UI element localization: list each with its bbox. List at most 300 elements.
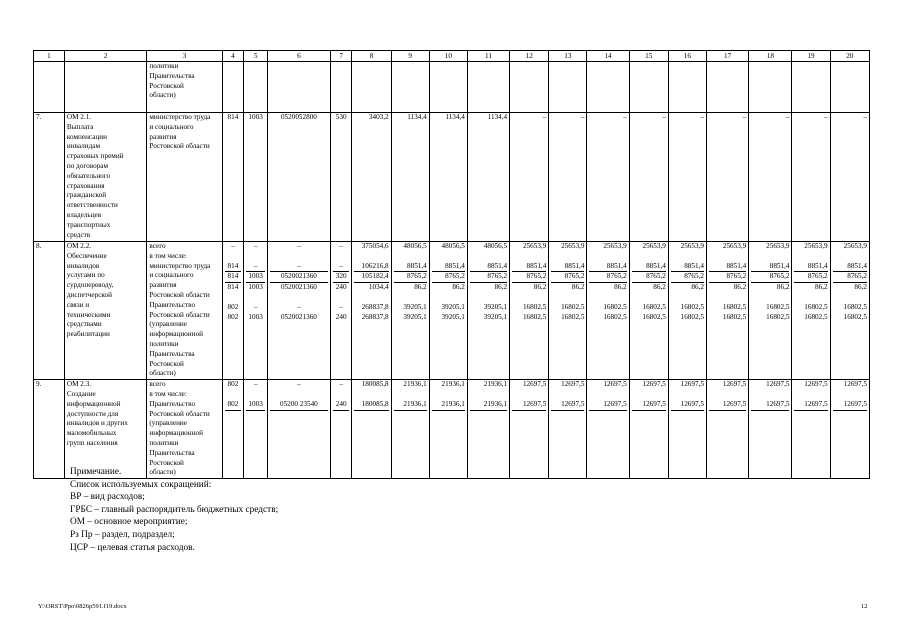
amount-value: 8851,4 — [394, 262, 427, 273]
amount-cell — [352, 380, 391, 479]
executor-line: и социального — [149, 122, 194, 131]
amount-value — [432, 252, 465, 262]
amount-value: 25653,9 — [804, 242, 828, 250]
amount-value: 25653,9 — [522, 242, 547, 250]
executor-line: Ростовской области — [149, 409, 210, 418]
amount-value — [394, 390, 427, 400]
amount-value: 25653,9 — [561, 242, 585, 250]
amount-value: 8765,2 — [470, 272, 507, 283]
column-number: 6 — [267, 51, 330, 62]
measure-name-line: доступности для — [66, 409, 119, 418]
amount-value: 21936,1 — [483, 380, 508, 389]
amount-cell — [629, 113, 668, 242]
notes-block — [70, 466, 278, 554]
amount-value: 25653,9 — [766, 242, 790, 250]
amount-value: – — [742, 113, 747, 121]
vr-value: 240 — [335, 283, 347, 292]
column-number: 1 — [34, 51, 65, 62]
amount-value: 86,2 — [815, 283, 828, 292]
amount-cell — [467, 380, 509, 479]
amount-cell — [510, 113, 549, 242]
measure-name-line: инвалидов — [66, 261, 100, 270]
column-number: 18 — [749, 51, 792, 62]
budget-table — [33, 50, 870, 479]
amount-value: 86,2 — [653, 283, 666, 292]
amount-value — [432, 390, 465, 400]
executor-line: министерство труда — [149, 113, 211, 121]
executor-line: политики — [149, 339, 179, 348]
amount-value: 8765,2 — [394, 272, 427, 283]
amount-value: 21936,1 — [403, 380, 427, 389]
grbs-value: 802 — [227, 302, 239, 311]
amount-value: 16802,5 — [522, 302, 547, 311]
amount-cell — [792, 242, 830, 380]
measure-name-line: средствами — [66, 320, 102, 329]
executor-line: Правительство — [149, 399, 196, 408]
amount-value: 16802,5 — [603, 312, 627, 321]
amount-value: 86,2 — [452, 283, 465, 292]
measure-name-line: транспортных — [66, 220, 111, 229]
amount-value — [632, 390, 666, 400]
amount-value: – — [863, 113, 867, 121]
grbs-value: 802 — [227, 380, 239, 389]
column-number: 7 — [330, 51, 352, 62]
amount-value: 86,2 — [854, 283, 867, 292]
column-number: 17 — [706, 51, 748, 62]
amount-value: 21936,1 — [394, 400, 427, 411]
measure-name-line: инвалидов и других — [66, 419, 128, 428]
measure-name-line: Выплата — [66, 122, 94, 131]
amount-value: 16802,5 — [766, 302, 790, 311]
table-row — [34, 242, 870, 380]
amount-value: 21936,1 — [432, 400, 465, 411]
amount-value — [833, 293, 867, 303]
amount-value: 8765,2 — [671, 272, 704, 283]
csr-value: 0520021360 — [270, 272, 328, 283]
row-number: 8. — [36, 242, 42, 250]
csr-cell — [267, 113, 330, 242]
amount-value — [671, 390, 704, 400]
amount-cell — [429, 380, 467, 479]
vr-value: – — [339, 302, 343, 311]
amount-value: 16802,5 — [561, 312, 585, 321]
amount-value: 12697,5 — [751, 400, 789, 411]
amount-value — [709, 293, 746, 303]
amount-value — [671, 293, 704, 303]
amount-value: 12697,5 — [680, 380, 704, 389]
amount-value: 12697,5 — [794, 400, 827, 411]
abbreviations-heading: Список используемых сокращений: — [70, 479, 212, 490]
amount-value: 12697,5 — [804, 380, 828, 389]
grbs-value: 814 — [225, 262, 242, 273]
amount-cell — [429, 242, 467, 380]
amount-value — [794, 252, 827, 262]
footer-file-path: Y:\ORST\Ppo\0826p591.f19.docx — [38, 603, 127, 610]
csr-cell — [267, 380, 330, 479]
rzpr-value — [246, 293, 265, 303]
amount-value: 48056,5 — [403, 242, 427, 250]
amount-value: 1034,4 — [368, 283, 389, 292]
amount-value: 16802,5 — [843, 312, 867, 321]
amount-value — [709, 252, 746, 262]
column-number: 4 — [222, 51, 244, 62]
grbs-value — [225, 252, 242, 262]
amount-value: 16802,5 — [603, 302, 627, 311]
amount-value: 39205,1 — [483, 302, 508, 311]
amount-value: 86,2 — [494, 283, 508, 292]
amount-value — [512, 252, 546, 262]
executor-line: области) — [149, 91, 176, 100]
amount-value: 12697,5 — [671, 400, 704, 411]
amount-value — [551, 293, 584, 303]
executor-line: Правительства — [149, 71, 195, 80]
amount-cell — [587, 113, 629, 242]
executor-line: информационной — [149, 429, 203, 438]
executor-cell — [147, 380, 222, 479]
amount-value — [551, 252, 584, 262]
amount-value — [589, 252, 626, 262]
column-number: 3 — [147, 51, 222, 62]
amount-value: 16802,5 — [722, 302, 747, 311]
grbs-cell — [222, 380, 244, 479]
column-number: 8 — [352, 51, 391, 62]
amount-value — [470, 252, 507, 262]
grbs-value: – — [231, 242, 235, 250]
amount-cell — [549, 380, 587, 479]
amount-value — [394, 252, 427, 262]
measure-name-line: услугами по — [66, 271, 105, 280]
rzpr-cell — [244, 242, 268, 380]
amount-value: 86,2 — [533, 283, 547, 292]
rzpr-value: 1003 — [246, 400, 265, 411]
measure-name-line: средств — [66, 230, 91, 239]
amount-value: 106216,8 — [354, 262, 388, 273]
csr-value — [270, 293, 328, 303]
row-number: 9. — [36, 380, 42, 389]
amount-value: 8851,4 — [794, 262, 827, 273]
amount-cell — [587, 242, 629, 380]
amount-cell — [830, 242, 869, 380]
amount-value: 25653,9 — [680, 242, 704, 250]
column-number: 16 — [668, 51, 706, 62]
table-header-row — [34, 51, 870, 62]
amount-value: – — [824, 113, 828, 121]
rzpr-cell — [244, 113, 268, 242]
amount-value: – — [785, 113, 790, 121]
amount-value: 8765,2 — [833, 272, 867, 283]
rzpr-cell — [244, 380, 268, 479]
measure-name-line: информационной — [66, 399, 121, 408]
amount-value: 8851,4 — [551, 262, 584, 273]
amount-cell — [467, 242, 509, 380]
amount-cell — [391, 242, 429, 380]
amount-value — [794, 293, 827, 303]
csr-value: 0520052800 — [280, 113, 317, 121]
amount-cell — [549, 242, 587, 380]
notes-title: Примечание. — [70, 467, 122, 477]
executor-line: в том числе: — [149, 251, 187, 260]
executor-line: (управление — [149, 419, 187, 428]
measure-name-cell — [64, 380, 146, 479]
amount-value — [632, 252, 666, 262]
column-number: 15 — [629, 51, 668, 62]
amount-value: 8765,2 — [512, 272, 546, 283]
amount-value: 8765,2 — [794, 272, 827, 283]
amount-value: 39205,1 — [403, 302, 427, 311]
vr-value: 240 — [335, 312, 347, 321]
rzpr-value: 1003 — [248, 312, 263, 321]
amount-value: 16802,5 — [522, 312, 547, 321]
csr-value — [270, 390, 328, 400]
executor-line: развития — [149, 281, 177, 290]
amount-cell — [510, 380, 549, 479]
amount-value: 16802,5 — [642, 312, 666, 321]
amount-cell — [749, 380, 792, 479]
amount-value: 1134,4 — [407, 113, 427, 121]
amount-value: 3403,2 — [368, 113, 389, 121]
amount-value: 16802,5 — [766, 312, 790, 321]
rzpr-value: 1003 — [248, 113, 263, 121]
vr-cell — [330, 113, 352, 242]
executor-line: Правительство — [149, 300, 196, 309]
grbs-value — [225, 293, 242, 303]
executor-line: информационной — [149, 330, 203, 339]
measure-name-line: техническими — [66, 310, 111, 319]
amount-value — [671, 252, 704, 262]
table-row — [34, 113, 870, 242]
measure-name-line: ОМ 2.1. — [66, 113, 92, 121]
vr-value: – — [333, 262, 350, 273]
vr-value — [333, 252, 350, 262]
executor-line: Ростовской — [149, 458, 184, 467]
amount-value: – — [662, 113, 666, 121]
measure-name-line: реабилитации — [66, 330, 110, 339]
amount-value: 268837,8 — [361, 312, 389, 321]
rzpr-value: – — [246, 262, 265, 273]
abbreviation-item: ГРБС – главный распорядитель бюджетных средств; — [70, 504, 279, 515]
column-number: 2 — [64, 51, 146, 62]
executor-line: всего — [149, 242, 166, 250]
measure-name-line: по договорам — [66, 161, 109, 170]
amount-value — [470, 293, 507, 303]
rzpr-value: – — [253, 302, 258, 311]
measure-name-cell — [64, 113, 146, 242]
rzpr-value — [246, 390, 265, 400]
amount-value: 12697,5 — [603, 380, 627, 389]
amount-value — [354, 252, 388, 262]
amount-value — [551, 390, 584, 400]
amount-value: 8851,4 — [833, 262, 867, 273]
amount-value: 8851,4 — [470, 262, 507, 273]
executor-line: политики — [149, 438, 179, 447]
amount-cell — [668, 380, 706, 479]
measure-name-line: ОМ 2.3. — [66, 380, 92, 389]
amount-cell — [749, 113, 792, 242]
amount-value: 375054,6 — [361, 242, 389, 250]
csr-value: 05200 23540 — [270, 400, 328, 411]
column-number: 13 — [549, 51, 587, 62]
amount-cell — [549, 113, 587, 242]
executor-line: и социального — [149, 271, 194, 280]
amount-value — [354, 390, 388, 400]
vr-value: 530 — [335, 113, 347, 121]
amount-cell — [706, 380, 748, 479]
grbs-value: 814 — [225, 272, 242, 283]
amount-value: 8851,4 — [709, 262, 746, 273]
measure-name-line: сурдопереводу, — [66, 281, 114, 290]
amount-cell — [587, 380, 629, 479]
abbreviation-item: ВР – вид расходов; — [70, 492, 145, 503]
amount-value: 8765,2 — [709, 272, 746, 283]
amount-value: 16802,5 — [843, 302, 867, 311]
amount-value — [432, 293, 465, 303]
amount-value: 8851,4 — [632, 262, 666, 273]
rzpr-value: – — [253, 380, 258, 389]
measure-name-line: инвалидам — [66, 142, 100, 151]
abbreviation-item: Рз Пр – раздел, подраздел; — [70, 529, 175, 540]
executor-line: Ростовской области — [149, 290, 210, 299]
vr-value: 240 — [333, 400, 350, 411]
executor-line: всего — [149, 380, 166, 389]
measure-name-line: гражданской — [66, 191, 107, 200]
amount-cell — [792, 113, 830, 242]
measure-name-line: ОМ 2.2. — [66, 242, 92, 250]
csr-value: – — [297, 302, 301, 311]
amount-value: 8765,2 — [632, 272, 666, 283]
csr-value: – — [270, 262, 328, 273]
amount-value: 16802,5 — [680, 302, 704, 311]
measure-name-line: компенсации — [66, 132, 107, 141]
amount-value: 180085,8 — [361, 380, 389, 389]
amount-value: 25653,9 — [642, 242, 666, 250]
amount-value: 1134,4 — [487, 113, 508, 121]
amount-value: 86,2 — [733, 283, 747, 292]
amount-value — [751, 390, 789, 400]
amount-value: 8851,4 — [512, 262, 546, 273]
amount-value — [354, 293, 388, 303]
abbreviation-item: ЦСР – целевая статья расходов. — [70, 542, 195, 553]
amount-value: 12697,5 — [632, 400, 666, 411]
amount-value: 180085,8 — [354, 400, 388, 411]
amount-value: 12697,5 — [561, 380, 585, 389]
csr-value: 0520021360 — [280, 283, 317, 292]
executor-line: Правительства — [149, 349, 195, 358]
amount-value: 48056,5 — [441, 242, 465, 250]
amount-cell — [391, 380, 429, 479]
measure-name-cell — [64, 242, 146, 380]
amount-value: 12697,5 — [843, 380, 867, 389]
executor-line: развития — [149, 132, 177, 141]
amount-value: 16802,5 — [722, 312, 747, 321]
measure-name-line: страхования — [66, 181, 105, 190]
amount-value — [394, 293, 427, 303]
amount-value — [589, 390, 626, 400]
executor-line: области) — [149, 369, 176, 378]
measure-name-line: диспетчерской — [66, 290, 112, 299]
rzpr-value — [246, 252, 265, 262]
grbs-cell — [222, 242, 244, 380]
amount-value: 8851,4 — [671, 262, 704, 273]
amount-value: 16802,5 — [804, 302, 828, 311]
measure-name-line: связи и — [66, 300, 90, 309]
csr-value — [270, 252, 328, 262]
amount-cell — [668, 113, 706, 242]
grbs-value: 802 — [227, 312, 239, 321]
column-number: 20 — [830, 51, 869, 62]
amount-value: 39205,1 — [483, 312, 508, 321]
csr-value: 0520021360 — [280, 312, 317, 321]
measure-name-line: Создание — [66, 389, 96, 398]
amount-cell — [391, 113, 429, 242]
amount-value: 105182,4 — [354, 272, 388, 283]
amount-value — [512, 293, 546, 303]
executor-cell — [147, 62, 222, 113]
measure-name-line: групп населения — [66, 438, 118, 447]
amount-value: 25653,9 — [603, 242, 627, 250]
amount-value: – — [623, 113, 627, 121]
amount-cell — [706, 242, 748, 380]
amount-value: 268837,8 — [361, 302, 389, 311]
amount-value: 12697,5 — [551, 400, 584, 411]
amount-value: 8765,2 — [551, 272, 584, 283]
vr-cell — [330, 242, 352, 380]
amount-value — [751, 293, 789, 303]
table-row — [34, 380, 870, 479]
amount-value — [833, 390, 867, 400]
executor-line: в том числе: — [149, 389, 187, 398]
measure-name-line: Обеспечение — [66, 251, 107, 260]
amount-value: 39205,1 — [441, 312, 465, 321]
row-number-cell — [34, 113, 65, 242]
amount-value — [589, 293, 626, 303]
amount-value: – — [700, 113, 704, 121]
row-number-cell — [34, 380, 65, 479]
csr-value: – — [297, 242, 301, 250]
vr-value: 320 — [333, 272, 350, 283]
amount-value: 16802,5 — [642, 302, 666, 311]
amount-value: 12697,5 — [709, 400, 746, 411]
amount-cell — [792, 380, 830, 479]
executor-cell — [147, 242, 222, 380]
executor-line: Ростовской области — [149, 310, 210, 319]
grbs-value: 802 — [225, 400, 242, 411]
grbs-value: 814 — [227, 113, 239, 121]
measure-name-line: маломобильных — [66, 429, 117, 438]
amount-value: 16802,5 — [561, 302, 585, 311]
column-number: 9 — [391, 51, 429, 62]
vr-value: – — [339, 380, 343, 389]
executor-line: политики — [149, 62, 179, 70]
executor-line: Ростовской области — [149, 142, 210, 151]
vr-cell — [330, 380, 352, 479]
amount-value: – — [580, 113, 585, 121]
column-number: 12 — [510, 51, 549, 62]
amount-value — [512, 390, 546, 400]
grbs-cell — [222, 113, 244, 242]
amount-value: 12697,5 — [642, 380, 666, 389]
amount-value: 25653,9 — [722, 242, 747, 250]
amount-value: 48056,5 — [483, 242, 508, 250]
executor-cell — [147, 113, 222, 242]
amount-value: 86,2 — [614, 283, 627, 292]
executor-line: Ростовской — [149, 81, 184, 90]
amount-cell — [467, 113, 509, 242]
amount-value: 39205,1 — [441, 302, 465, 311]
amount-value: 39205,1 — [403, 312, 427, 321]
amount-value: 12697,5 — [512, 400, 546, 411]
amount-value: 12697,5 — [766, 380, 790, 389]
table-row-continuation — [34, 62, 870, 113]
